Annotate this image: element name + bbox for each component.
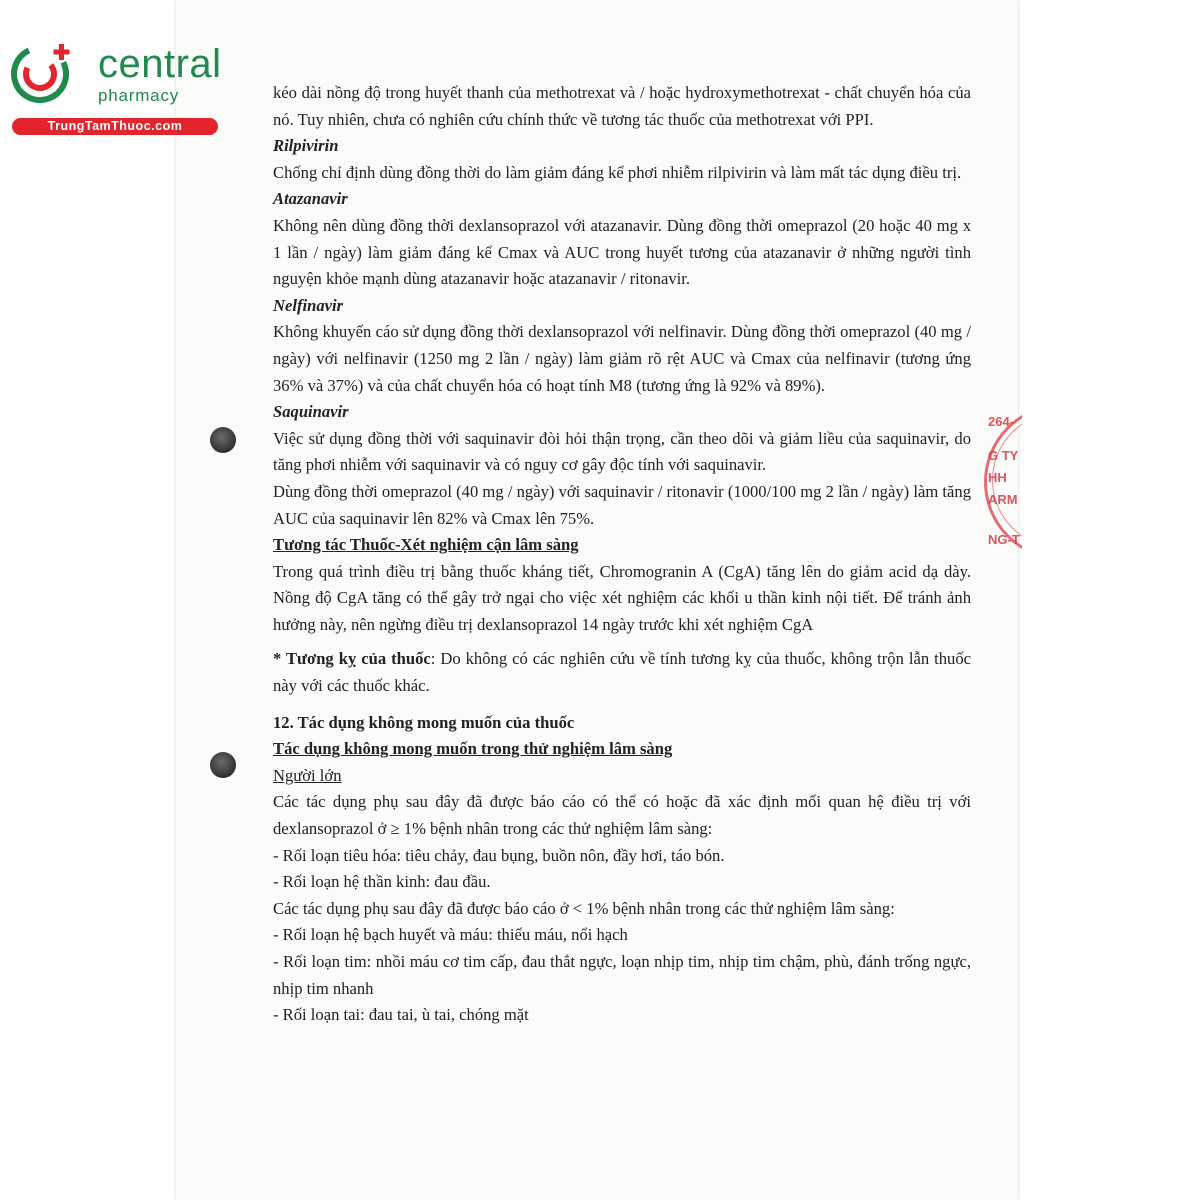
methotrexat-paragraph: kéo dài nồng độ trong huyết thanh của methotrexat và / hoặc hydroxymethotrexat - chất chuyển hóa của nó. Tuy nhiên, chưa có nghiên cứu chính thức về tương tác thuốc của methotrexat với PPI. xyxy=(273,83,971,129)
logo-name: central xyxy=(98,42,222,86)
compatibility-paragraph xyxy=(273,646,971,699)
heading-nelfinavir: Nelfinavir xyxy=(273,295,344,315)
brand-logo xyxy=(10,36,220,146)
heading-adults: Người lớn xyxy=(273,765,342,785)
punch-hole-bottom xyxy=(210,752,236,778)
spacer xyxy=(273,638,971,646)
heading-section-12: 12. Tác dụng không mong muốn của thuốc xyxy=(273,712,575,732)
heading-saquinavir: Saquinavir xyxy=(273,402,349,422)
compatibility-label: * Tương kỵ của thuốc xyxy=(273,649,431,669)
stamp-text-3: HH xyxy=(988,470,1007,485)
adult-paragraph-1: Các tác dụng phụ sau đây đã được báo cáo có thể có hoặc đã xác định mối quan hệ điều trị với dexlansoprazol ở ≥ 1% bệnh nhân trong các thử nghiệm lâm sàng: xyxy=(273,792,971,839)
logo-subtitle: pharmacy xyxy=(98,86,180,105)
saquinavir-paragraph-2: Dùng đồng thời omeprazol (40 mg / ngày) với saquinavir / ritonavir (1000/100 mg 2 lần / ngày) làm tăng AUC của saquinavir lên 82% và Cmax lên 75%. xyxy=(273,481,971,528)
rilpivirin-paragraph: Chống chỉ định dùng đồng thời do làm giảm đáng kể phơi nhiễm rilpivirin và làm mất tác dụng điều trị. xyxy=(273,162,962,182)
list-item: - Rối loạn tiêu hóa: tiêu chảy, đau bụng, buồn nôn, đầy hơi, táo bón. xyxy=(273,845,725,865)
logo-url-badge: TrungTamThuoc.com xyxy=(12,118,218,135)
stamp-text-2: G TY xyxy=(988,448,1019,463)
stamp-text-5: NG-T xyxy=(988,532,1020,547)
heading-atazanavir: Atazanavir xyxy=(273,189,348,209)
nelfinavir-paragraph: Không khuyến cáo sử dụng đồng thời dexlansoprazol với nelfinavir. Dùng đồng thời omeprazol (40 mg / ngày) với nelfinavir (1250 mg 2 lần / ngày) làm giảm rõ rệt AUC và Cmax của nelfinavir (tương ứng 36% và 37%) và của chất chuyển hóa có hoạt tính M8 (tương ứng là 92% và 89%). xyxy=(273,322,971,395)
list-item: - Rối loạn hệ thần kinh: đau đầu. xyxy=(273,872,491,892)
atazanavir-paragraph: Không nên dùng đồng thời dexlansoprazol với atazanavir. Dùng đồng thời omeprazol (20 hoặc 40 mg x 1 lần / ngày) làm giảm đáng kể Cmax và AUC trong huyết tương của atazanavir ở những người tình nguyện khỏe mạnh dùng atazanavir hoặc atazanavir / ritonavir. xyxy=(273,215,971,289)
adult-paragraph-2: Các tác dụng phụ sau đây đã được báo cáo ở < 1% bệnh nhân trong các thử nghiệm lâm sàng: xyxy=(273,898,895,918)
spacer xyxy=(273,700,971,710)
list-item: - Rối loạn tim: nhồi máu cơ tim cấp, đau thắt ngực, loạn nhịp tim, nhịp tim chậm, phù, đánh trống ngực, nhịp tim nhanh xyxy=(273,952,971,998)
heading-lab-interaction: Tương tác Thuốc-Xét nghiệm cận lâm sàng xyxy=(273,535,579,555)
heading-clinical-trials: Tác dụng không mong muốn trong thử nghiệm lâm sàng xyxy=(273,739,673,759)
compatibility-text: : Do không có các nghiên cứu về tính tương kỵ của thuốc, không trộn lẫn thuốc này với các thuốc khác. xyxy=(273,649,971,696)
heading-rilpivirin: Rilpivirin xyxy=(273,136,339,156)
stamp-text-4: ARM xyxy=(988,492,1018,507)
red-stamp xyxy=(982,400,1022,560)
central-pharmacy-logo-icon xyxy=(10,40,76,106)
list-item: - Rối loạn hệ bạch huyết và máu: thiếu máu, nổi hạch xyxy=(273,925,628,945)
punch-hole-top xyxy=(210,427,236,453)
lab-interaction-paragraph: Trong quá trình điều trị bằng thuốc kháng tiết, Chromogranin A (CgA) tăng lên do giảm acid dạ dày. Nồng độ CgA tăng có thể gây trở ngại cho việc xét nghiệm các khối u thần kinh nội tiết. Để tránh ảnh hưởng này, nên ngừng điều trị dexlansoprazol 14 ngày trước khi xét nghiệm CgA xyxy=(273,561,971,634)
document-body xyxy=(273,80,971,1029)
saquinavir-paragraph-1: Việc sử dụng đồng thời với saquinavir đòi hỏi thận trọng, cần theo dõi và giảm liều của saquinavir, do tăng phơi nhiễm với saquinavir và có nguy cơ gây độc tính với saquinavir. xyxy=(273,428,971,475)
list-item: - Rối loạn tai: đau tai, ù tai, chóng mặt xyxy=(273,1005,529,1025)
stamp-text-1: 264- xyxy=(988,414,1015,429)
